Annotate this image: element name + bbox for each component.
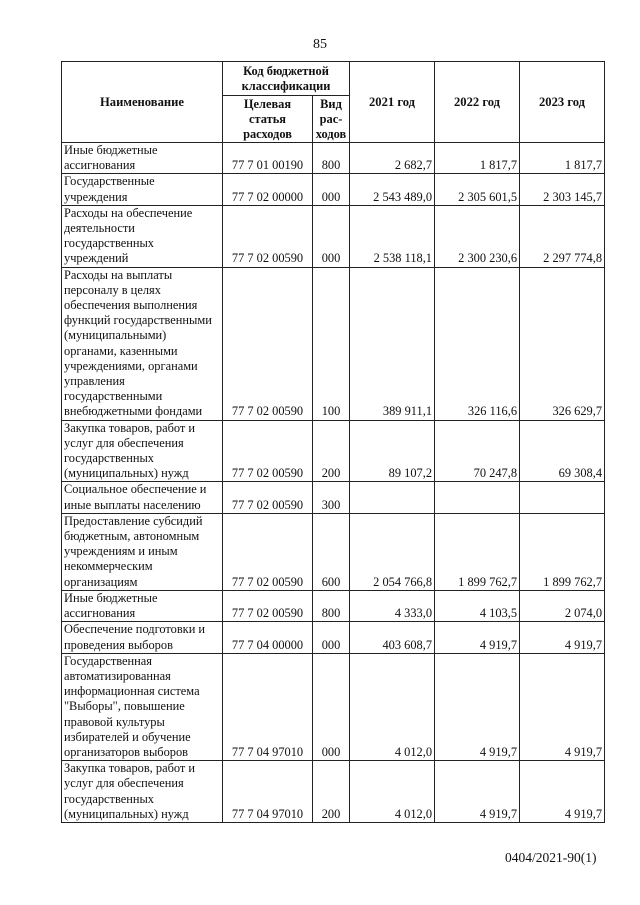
row-amount-2022: 4 919,7 [435, 622, 520, 653]
row-target-code: 77 7 04 97010 [223, 653, 313, 760]
row-name: Государственные учреждения [62, 174, 223, 205]
table-row [62, 653, 605, 760]
row-expense-kind: 800 [313, 143, 350, 174]
row-amount-2021: 4 012,0 [350, 761, 435, 823]
row-amount-2021: 389 911,1 [350, 267, 435, 420]
row-target-code: 77 7 02 00000 [223, 174, 313, 205]
row-amount-2023: 1 817,7 [520, 143, 605, 174]
table-body [62, 143, 605, 823]
row-expense-kind: 000 [313, 174, 350, 205]
row-name: Иные бюджетные ассигнования [62, 143, 223, 174]
table-row [62, 622, 605, 653]
row-expense-kind: 200 [313, 761, 350, 823]
header-name: Наименование [62, 62, 223, 143]
row-amount-2021: 2 054 766,8 [350, 513, 435, 590]
header-kbk: Код бюджетной классификации [223, 62, 350, 96]
row-amount-2023: 4 919,7 [520, 653, 605, 760]
header-2023: 2023 год [520, 62, 605, 143]
row-amount-2021: 2 538 118,1 [350, 205, 435, 267]
row-amount-2021: 4 012,0 [350, 653, 435, 760]
row-name: Обеспечение подготовки и проведения выборов [62, 622, 223, 653]
row-amount-2021: 4 333,0 [350, 590, 435, 621]
row-target-code: 77 7 02 00590 [223, 267, 313, 420]
row-expense-kind: 200 [313, 420, 350, 482]
row-amount-2022: 4 103,5 [435, 590, 520, 621]
row-amount-2021: 403 608,7 [350, 622, 435, 653]
row-expense-kind: 600 [313, 513, 350, 590]
row-target-code: 77 7 02 00590 [223, 513, 313, 590]
row-amount-2022: 4 919,7 [435, 653, 520, 760]
table-row [62, 205, 605, 267]
row-amount-2022: 4 919,7 [435, 761, 520, 823]
row-amount-2022: 1 817,7 [435, 143, 520, 174]
row-name: Закупка товаров, работ и услуг для обеспечения государственных (муниципальных) нужд [62, 761, 223, 823]
row-expense-kind: 000 [313, 653, 350, 760]
row-amount-2023: 1 899 762,7 [520, 513, 605, 590]
row-name: Расходы на выплаты персоналу в целях обеспечения выполнения функций государственными (муниципальными) органами, казенными учреждениями, органами управления государственными внебюджетными фондами [62, 267, 223, 420]
row-target-code: 77 7 02 00590 [223, 420, 313, 482]
row-amount-2023: 2 074,0 [520, 590, 605, 621]
row-amount-2022: 2 300 230,6 [435, 205, 520, 267]
row-amount-2023: 326 629,7 [520, 267, 605, 420]
row-expense-kind: 800 [313, 590, 350, 621]
table-row [62, 420, 605, 482]
document-code: 0404/2021-90(1) [505, 850, 597, 865]
row-amount-2023: 2 297 774,8 [520, 205, 605, 267]
row-amount-2022: 1 899 762,7 [435, 513, 520, 590]
budget-table [61, 61, 605, 823]
row-amount-2023: 4 919,7 [520, 622, 605, 653]
row-name: Предоставление субсидий бюджетным, автономным учреждениям и иным некоммерческим организациям [62, 513, 223, 590]
row-target-code: 77 7 02 00590 [223, 590, 313, 621]
row-amount-2022 [435, 482, 520, 513]
table-row [62, 761, 605, 823]
header-2022: 2022 год [435, 62, 520, 143]
row-amount-2023: 4 919,7 [520, 761, 605, 823]
row-target-code: 77 7 04 97010 [223, 761, 313, 823]
row-target-code: 77 7 02 00590 [223, 205, 313, 267]
row-expense-kind: 100 [313, 267, 350, 420]
row-amount-2023: 2 303 145,7 [520, 174, 605, 205]
row-amount-2022: 2 305 601,5 [435, 174, 520, 205]
row-amount-2021 [350, 482, 435, 513]
table-header [62, 62, 605, 143]
table-row [62, 590, 605, 621]
row-name: Закупка товаров, работ и услуг для обеспечения государственных (муниципальных) нужд [62, 420, 223, 482]
row-expense-kind: 000 [313, 622, 350, 653]
row-amount-2022: 326 116,6 [435, 267, 520, 420]
row-amount-2021: 2 543 489,0 [350, 174, 435, 205]
page-number: 85 [313, 37, 327, 52]
row-name: Государственная автоматизированная информационная система "Выборы", повышение правовой культуры избирателей и обучение организаторов выборов [62, 653, 223, 760]
row-name: Иные бюджетные ассигнования [62, 590, 223, 621]
row-name: Расходы на обеспечение деятельности государственных учреждений [62, 205, 223, 267]
header-target-article: Целевая статья расходов [223, 96, 313, 143]
table-row [62, 513, 605, 590]
row-target-code: 77 7 01 00190 [223, 143, 313, 174]
row-amount-2023: 69 308,4 [520, 420, 605, 482]
row-amount-2021: 89 107,2 [350, 420, 435, 482]
table-row [62, 174, 605, 205]
table-row [62, 143, 605, 174]
row-amount-2021: 2 682,7 [350, 143, 435, 174]
row-amount-2022: 70 247,8 [435, 420, 520, 482]
row-expense-kind: 000 [313, 205, 350, 267]
header-expense-kind: Вид рас-ходов [313, 96, 350, 143]
row-target-code: 77 7 02 00590 [223, 482, 313, 513]
row-name: Социальное обеспечение и иные выплаты населению [62, 482, 223, 513]
row-amount-2023 [520, 482, 605, 513]
table-row [62, 482, 605, 513]
row-target-code: 77 7 04 00000 [223, 622, 313, 653]
table-row [62, 267, 605, 420]
header-2021: 2021 год [350, 62, 435, 143]
row-expense-kind: 300 [313, 482, 350, 513]
